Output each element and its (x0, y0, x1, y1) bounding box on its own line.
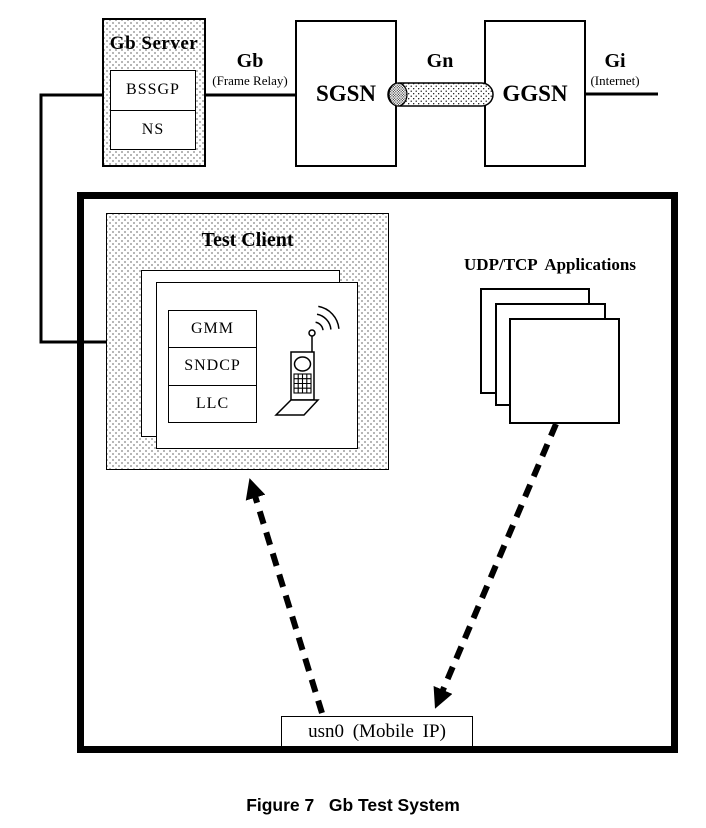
usn0-label: usn0 (Mobile IP) (308, 720, 446, 742)
application-window-front (509, 318, 620, 424)
figure-caption: Figure 7 Gb Test System (246, 795, 460, 815)
sgsn-box (295, 20, 397, 167)
gb-server-protocol-stack (110, 70, 196, 150)
gn-interface-label (405, 51, 475, 72)
gn-pipe-connector (388, 83, 493, 106)
gb-interface-subtitle: (Frame Relay) (212, 73, 288, 88)
layer-sndcp: SNDCP (169, 348, 256, 385)
usn0-mobile-ip-box (281, 716, 473, 747)
test-client-protocol-stack (168, 310, 257, 423)
layer-bssgp: BSSGP (111, 71, 195, 111)
sgsn-label: SGSN (315, 80, 377, 106)
test-client-title: Test Client (201, 229, 294, 251)
gi-interface-label (584, 51, 646, 88)
gb-interface-label (204, 51, 296, 88)
gb-interface-name: Gb (236, 50, 264, 72)
layer-llc: LLC (195, 394, 230, 412)
gn-interface-name: Gn (426, 50, 454, 72)
layer-ns: NS (141, 120, 165, 138)
ggsn-label: GGSN (502, 80, 568, 106)
gi-interface-subtitle: (Internet) (590, 73, 640, 88)
gb-server-title: Gb Server (109, 33, 199, 54)
layer-gmm: GMM (169, 311, 256, 348)
gb-server-box (102, 18, 206, 167)
gn-pipe-body (388, 83, 493, 106)
udp-tcp-applications-label: UDP/TCP Applications (464, 255, 636, 274)
gi-interface-name: Gi (604, 50, 626, 72)
ggsn-box (484, 20, 586, 167)
